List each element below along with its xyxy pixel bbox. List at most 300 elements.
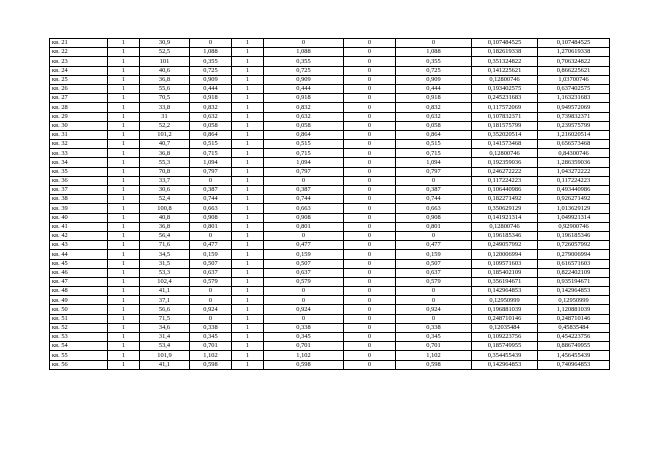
table-row xyxy=(50,39,610,48)
table-cell: 0,355 xyxy=(396,57,472,66)
table-cell: 0 xyxy=(344,268,396,277)
table-cell: 0,949572069 xyxy=(538,103,610,112)
table-cell: 0,744 xyxy=(264,195,344,204)
table-row xyxy=(50,84,610,93)
table-cell: 0,715 xyxy=(264,149,344,158)
table-cell: 101,9 xyxy=(140,351,190,360)
apartment-label-cell: кв. 24 xyxy=(50,66,108,75)
table-cell: 0,886749955 xyxy=(538,342,610,351)
table-cell: 1 xyxy=(232,57,264,66)
table-cell: 0,12035484 xyxy=(472,323,538,332)
table-cell: 0,739832371 xyxy=(538,112,610,121)
table-cell: 30,9 xyxy=(140,39,190,48)
table-cell: 1,456455439 xyxy=(538,351,610,360)
table-cell: 0 xyxy=(344,112,396,121)
table-cell: 0,909 xyxy=(190,75,232,84)
table-cell: 1 xyxy=(108,323,140,332)
table-cell: 0,663 xyxy=(190,204,232,213)
table-row xyxy=(50,204,610,213)
table-cell: 0,141573468 xyxy=(472,140,538,149)
table-cell: 0,12800746 xyxy=(472,222,538,231)
table-cell: 0,355 xyxy=(190,57,232,66)
table-cell: 1 xyxy=(232,48,264,57)
table-cell: 1 xyxy=(232,103,264,112)
table-cell: 0,924 xyxy=(190,305,232,314)
table-cell: 36,8 xyxy=(140,75,190,84)
table-cell: 0 xyxy=(344,84,396,93)
table-cell: 1 xyxy=(232,333,264,342)
table-cell: 1 xyxy=(108,39,140,48)
table-cell: 0,279006994 xyxy=(538,250,610,259)
table-cell: 1,120881039 xyxy=(538,305,610,314)
table-cell: 0,744 xyxy=(190,195,232,204)
table-cell: 0,515 xyxy=(190,140,232,149)
table-cell: 0,058 xyxy=(396,121,472,130)
table-cell: 0,663 xyxy=(396,204,472,213)
table-cell: 101 xyxy=(140,57,190,66)
table-row xyxy=(50,360,610,369)
table-cell: 1,013629129 xyxy=(538,204,610,213)
table-cell: 1 xyxy=(232,213,264,222)
table-cell: 0,701 xyxy=(264,342,344,351)
table-row xyxy=(50,231,610,240)
table-cell: 1,088 xyxy=(264,48,344,57)
table-cell: 1 xyxy=(232,259,264,268)
table-cell: 0,725 xyxy=(190,66,232,75)
table-cell: 1 xyxy=(108,94,140,103)
table-cell: 55,3 xyxy=(140,158,190,167)
table-cell: 1 xyxy=(232,140,264,149)
table-cell: 0 xyxy=(344,57,396,66)
table-cell: 0,477 xyxy=(264,241,344,250)
table-cell: 0,058 xyxy=(190,121,232,130)
apartment-label-cell: кв. 33 xyxy=(50,149,108,158)
table-cell: 1,270619338 xyxy=(538,48,610,57)
table-row xyxy=(50,167,610,176)
table-cell: 1,094 xyxy=(190,158,232,167)
table-cell: 0 xyxy=(190,231,232,240)
apartment-label-cell: кв. 41 xyxy=(50,222,108,231)
table-cell: 0,656573468 xyxy=(538,140,610,149)
table-cell: 40,7 xyxy=(140,140,190,149)
apartment-label-cell: кв. 39 xyxy=(50,204,108,213)
apartment-label-cell: кв. 27 xyxy=(50,94,108,103)
table-row xyxy=(50,103,610,112)
table-cell: 1 xyxy=(108,231,140,240)
table-cell: 0,797 xyxy=(396,167,472,176)
table-cell: 0,918 xyxy=(264,94,344,103)
table-cell: 0,579 xyxy=(396,277,472,286)
table-cell: 0,142964853 xyxy=(538,287,610,296)
table-cell: 0 xyxy=(344,186,396,195)
table-cell: 41,1 xyxy=(140,360,190,369)
table-cell: 0,477 xyxy=(190,241,232,250)
table-cell: 0 xyxy=(396,176,472,185)
table-cell: 0,181575799 xyxy=(472,121,538,130)
apartment-label-cell: кв. 49 xyxy=(50,296,108,305)
table-cell: 0,058 xyxy=(264,121,344,130)
table-cell: 0 xyxy=(344,287,396,296)
table-cell: 34,5 xyxy=(140,250,190,259)
table-cell: 0,797 xyxy=(264,167,344,176)
table-cell: 0 xyxy=(344,250,396,259)
table-row xyxy=(50,130,610,139)
apartment-label-cell: кв. 43 xyxy=(50,241,108,250)
apartment-label-cell: кв. 32 xyxy=(50,140,108,149)
table-cell: 52,2 xyxy=(140,121,190,130)
table-cell: 0 xyxy=(344,103,396,112)
table-row xyxy=(50,195,610,204)
table-cell: 1 xyxy=(108,287,140,296)
table-cell: 0,822402109 xyxy=(538,268,610,277)
table-cell: 0 xyxy=(344,241,396,250)
table-cell: 0 xyxy=(190,314,232,323)
table-cell: 36,8 xyxy=(140,222,190,231)
apartment-label-cell: кв. 38 xyxy=(50,195,108,204)
table-cell: 0,579 xyxy=(264,277,344,286)
table-cell: 0,350629129 xyxy=(472,204,538,213)
table-cell: 1,043272222 xyxy=(538,167,610,176)
table-cell: 0,637 xyxy=(396,268,472,277)
table-cell: 0,632 xyxy=(264,112,344,121)
table-cell: 1 xyxy=(108,75,140,84)
table-cell: 0 xyxy=(344,323,396,332)
table-cell: 0,12800746 xyxy=(472,75,538,84)
table-cell: 1,088 xyxy=(396,48,472,57)
table-cell: 0,356194671 xyxy=(472,277,538,286)
table-cell: 0,908 xyxy=(396,213,472,222)
table-cell: 0,387 xyxy=(264,186,344,195)
table-cell: 0,338 xyxy=(190,323,232,332)
apartment-label-cell: кв. 26 xyxy=(50,84,108,93)
apartment-label-cell: кв. 35 xyxy=(50,167,108,176)
table-cell: 1 xyxy=(108,314,140,323)
table-row xyxy=(50,66,610,75)
table-cell: 70,8 xyxy=(140,167,190,176)
table-cell: 1,286359036 xyxy=(538,158,610,167)
apartment-label-cell: кв. 21 xyxy=(50,39,108,48)
table-cell: 1 xyxy=(232,305,264,314)
table-cell: 0,744 xyxy=(396,195,472,204)
table-cell: 0,248710146 xyxy=(538,314,610,323)
table-cell: 1,03700746 xyxy=(538,75,610,84)
table-cell: 0,507 xyxy=(190,259,232,268)
table-cell: 0,924 xyxy=(264,305,344,314)
table-cell: 36,8 xyxy=(140,149,190,158)
apartment-label-cell: кв. 47 xyxy=(50,277,108,286)
table-cell: 55,6 xyxy=(140,84,190,93)
table-cell: 0,355 xyxy=(264,57,344,66)
table-row xyxy=(50,94,610,103)
table-cell: 1 xyxy=(108,296,140,305)
table-cell: 0,918 xyxy=(190,94,232,103)
table-cell: 0,141921314 xyxy=(472,213,538,222)
apartment-label-cell: кв. 51 xyxy=(50,314,108,323)
table-cell: 0,908 xyxy=(190,213,232,222)
table-cell: 0 xyxy=(344,48,396,57)
table-cell: 1 xyxy=(108,213,140,222)
table-cell: 0,338 xyxy=(264,323,344,332)
table-cell: 0 xyxy=(344,140,396,149)
apartment-label-cell: кв. 45 xyxy=(50,259,108,268)
apartment-label-cell: кв. 37 xyxy=(50,186,108,195)
table-cell: 0,632 xyxy=(190,112,232,121)
table-cell: 100,8 xyxy=(140,204,190,213)
table-cell: 0,246272222 xyxy=(472,167,538,176)
table-cell: 1 xyxy=(108,268,140,277)
table-cell: 1 xyxy=(232,351,264,360)
table-cell: 0,715 xyxy=(190,149,232,158)
table-cell: 0,477 xyxy=(396,241,472,250)
table-cell: 1 xyxy=(108,158,140,167)
table-cell: 1,094 xyxy=(264,158,344,167)
table-cell: 1 xyxy=(232,176,264,185)
table-cell: 1,094 xyxy=(396,158,472,167)
table-cell: 0,117224223 xyxy=(538,176,610,185)
table-cell: 40,8 xyxy=(140,213,190,222)
table-cell: 1 xyxy=(108,176,140,185)
apartment-label-cell: кв. 31 xyxy=(50,130,108,139)
table-cell: 1 xyxy=(108,167,140,176)
table-cell: 33,8 xyxy=(140,103,190,112)
table-cell: 0 xyxy=(396,287,472,296)
table-cell: 0,12800746 xyxy=(472,149,538,158)
table-cell: 0 xyxy=(190,39,232,48)
table-cell: 0,444 xyxy=(264,84,344,93)
table-cell: 53,3 xyxy=(140,268,190,277)
table-row xyxy=(50,75,610,84)
table-cell: 52,5 xyxy=(140,48,190,57)
table-cell: 0,866225621 xyxy=(538,66,610,75)
table-cell: 0,182271492 xyxy=(472,195,538,204)
table-cell: 1 xyxy=(108,259,140,268)
table-cell: 0,249057992 xyxy=(472,241,538,250)
table-cell: 0,909 xyxy=(396,75,472,84)
table-cell: 41,1 xyxy=(140,287,190,296)
table-cell: 0 xyxy=(264,296,344,305)
apartment-label-cell: кв. 34 xyxy=(50,158,108,167)
table-cell: 1,088 xyxy=(190,48,232,57)
table-cell: 101,2 xyxy=(140,130,190,139)
table-cell: 0,185749955 xyxy=(472,342,538,351)
table-row xyxy=(50,333,610,342)
table-row xyxy=(50,222,610,231)
apartment-table xyxy=(49,38,610,370)
table-row xyxy=(50,351,610,360)
table-cell: 0 xyxy=(264,39,344,48)
table-row xyxy=(50,48,610,57)
table-cell: 0,84300746 xyxy=(538,149,610,158)
table-cell: 1 xyxy=(232,130,264,139)
apartment-label-cell: кв. 52 xyxy=(50,323,108,332)
table-row xyxy=(50,213,610,222)
table-cell: 0,801 xyxy=(190,222,232,231)
table-cell: 1 xyxy=(232,323,264,332)
table-cell: 0,663 xyxy=(264,204,344,213)
apartment-label-cell: кв. 22 xyxy=(50,48,108,57)
table-cell: 0,351324822 xyxy=(472,57,538,66)
table-cell: 1 xyxy=(108,342,140,351)
table-cell: 0 xyxy=(396,39,472,48)
table-row xyxy=(50,314,610,323)
table-cell: 1 xyxy=(232,112,264,121)
table-cell: 0,109223756 xyxy=(472,333,538,342)
table-cell: 1 xyxy=(108,57,140,66)
table-cell: 0,107832371 xyxy=(472,112,538,121)
table-cell: 0 xyxy=(344,259,396,268)
table-cell: 1 xyxy=(232,222,264,231)
table-cell: 0 xyxy=(344,277,396,286)
table-cell: 0 xyxy=(344,360,396,369)
table-row xyxy=(50,259,610,268)
table-cell: 0,185402109 xyxy=(472,268,538,277)
table-cell: 0,632 xyxy=(396,112,472,121)
table-cell: 0,45835484 xyxy=(538,323,610,332)
table-cell: 0 xyxy=(344,314,396,323)
table-cell: 0 xyxy=(344,204,396,213)
table-cell: 1 xyxy=(108,222,140,231)
table-cell: 0 xyxy=(190,296,232,305)
apartment-label-cell: кв. 56 xyxy=(50,360,108,369)
apartment-label-cell: кв. 48 xyxy=(50,287,108,296)
table-cell: 1 xyxy=(232,296,264,305)
table-cell: 0,345 xyxy=(264,333,344,342)
table-cell: 53,4 xyxy=(140,342,190,351)
table-cell: 0,12950999 xyxy=(472,296,538,305)
apartment-label-cell: кв. 53 xyxy=(50,333,108,342)
table-cell: 0,579 xyxy=(190,277,232,286)
table-cell: 1 xyxy=(108,140,140,149)
table-cell: 0,740964853 xyxy=(538,360,610,369)
table-cell: 1 xyxy=(108,333,140,342)
table-row xyxy=(50,186,610,195)
table-cell: 1,102 xyxy=(190,351,232,360)
table-cell: 0,182619338 xyxy=(472,48,538,57)
table-cell: 0 xyxy=(344,296,396,305)
apartment-label-cell: кв. 23 xyxy=(50,57,108,66)
table-cell: 0,117572069 xyxy=(472,103,538,112)
table-cell: 0,909 xyxy=(264,75,344,84)
table-cell: 0,515 xyxy=(264,140,344,149)
table-cell: 1 xyxy=(232,149,264,158)
table-cell: 0,726057992 xyxy=(538,241,610,250)
table-cell: 0 xyxy=(264,287,344,296)
table-cell: 0,444 xyxy=(396,84,472,93)
table-cell: 1 xyxy=(232,277,264,286)
table-cell: 1 xyxy=(232,94,264,103)
table-cell: 0 xyxy=(344,305,396,314)
table-cell: 0 xyxy=(344,121,396,130)
table-cell: 0,926271492 xyxy=(538,195,610,204)
table-row xyxy=(50,112,610,121)
table-cell: 0,701 xyxy=(190,342,232,351)
table-cell: 1 xyxy=(232,250,264,259)
table-cell: 1 xyxy=(108,250,140,259)
table-cell: 1 xyxy=(108,48,140,57)
table-row xyxy=(50,158,610,167)
table-cell: 0,338 xyxy=(396,323,472,332)
table-row xyxy=(50,342,610,351)
table-cell: 1 xyxy=(108,84,140,93)
table-cell: 33,7 xyxy=(140,176,190,185)
table-body xyxy=(50,39,610,370)
table-cell: 1 xyxy=(108,204,140,213)
table-cell: 0,239575799 xyxy=(538,121,610,130)
table-cell: 0,637402575 xyxy=(538,84,610,93)
table-cell: 0 xyxy=(396,314,472,323)
table-cell: 0,354455439 xyxy=(472,351,538,360)
table-cell: 0 xyxy=(344,333,396,342)
table-cell: 0,106440986 xyxy=(472,186,538,195)
table-cell: 0,924 xyxy=(396,305,472,314)
table-cell: 0 xyxy=(396,296,472,305)
apartment-label-cell: кв. 40 xyxy=(50,213,108,222)
table-cell: 0,245231683 xyxy=(472,94,538,103)
table-cell: 1 xyxy=(108,186,140,195)
table-row xyxy=(50,296,610,305)
table-cell: 1 xyxy=(108,277,140,286)
table-cell: 0 xyxy=(344,149,396,158)
table-cell: 1 xyxy=(232,39,264,48)
table-cell: 0 xyxy=(344,176,396,185)
table-cell: 0,117224223 xyxy=(472,176,538,185)
table-cell: 1,102 xyxy=(396,351,472,360)
table-row xyxy=(50,287,610,296)
table-cell: 0,701 xyxy=(396,342,472,351)
table-cell: 1 xyxy=(232,268,264,277)
table-cell: 0 xyxy=(264,231,344,240)
table-row xyxy=(50,268,610,277)
table-cell: 40,6 xyxy=(140,66,190,75)
table-cell: 0,142964853 xyxy=(472,287,538,296)
table-cell: 1 xyxy=(232,314,264,323)
table-cell: 0,387 xyxy=(396,186,472,195)
table-cell: 0 xyxy=(344,231,396,240)
table-cell: 0 xyxy=(344,167,396,176)
table-cell: 0,192359036 xyxy=(472,158,538,167)
apartment-label-cell: кв. 28 xyxy=(50,103,108,112)
table-cell: 1 xyxy=(232,241,264,250)
table-cell: 0,935194671 xyxy=(538,277,610,286)
table-cell: 30,6 xyxy=(140,186,190,195)
table-cell: 1 xyxy=(232,195,264,204)
table-cell: 1 xyxy=(232,287,264,296)
table-cell: 0,454223756 xyxy=(538,333,610,342)
table-cell: 0 xyxy=(264,314,344,323)
table-cell: 1 xyxy=(232,84,264,93)
apartment-label-cell: кв. 42 xyxy=(50,231,108,240)
table-cell: 0,706324822 xyxy=(538,57,610,66)
table-cell: 0 xyxy=(344,66,396,75)
table-cell: 0,515 xyxy=(396,140,472,149)
table-cell: 0 xyxy=(344,130,396,139)
table-cell: 0,598 xyxy=(396,360,472,369)
table-cell: 1,102 xyxy=(264,351,344,360)
table-cell: 1,049921314 xyxy=(538,213,610,222)
table-cell: 0,92900746 xyxy=(538,222,610,231)
table-cell: 0 xyxy=(344,39,396,48)
table-cell: 0 xyxy=(344,94,396,103)
table-cell: 0,444 xyxy=(190,84,232,93)
table-cell: 1 xyxy=(232,66,264,75)
table-cell: 0 xyxy=(344,222,396,231)
table-cell: 0 xyxy=(396,231,472,240)
table-cell: 71,5 xyxy=(140,314,190,323)
table-cell: 0,715 xyxy=(396,149,472,158)
table-cell: 0,493440986 xyxy=(538,186,610,195)
table-cell: 0,159 xyxy=(264,250,344,259)
table-cell: 0,637 xyxy=(190,268,232,277)
